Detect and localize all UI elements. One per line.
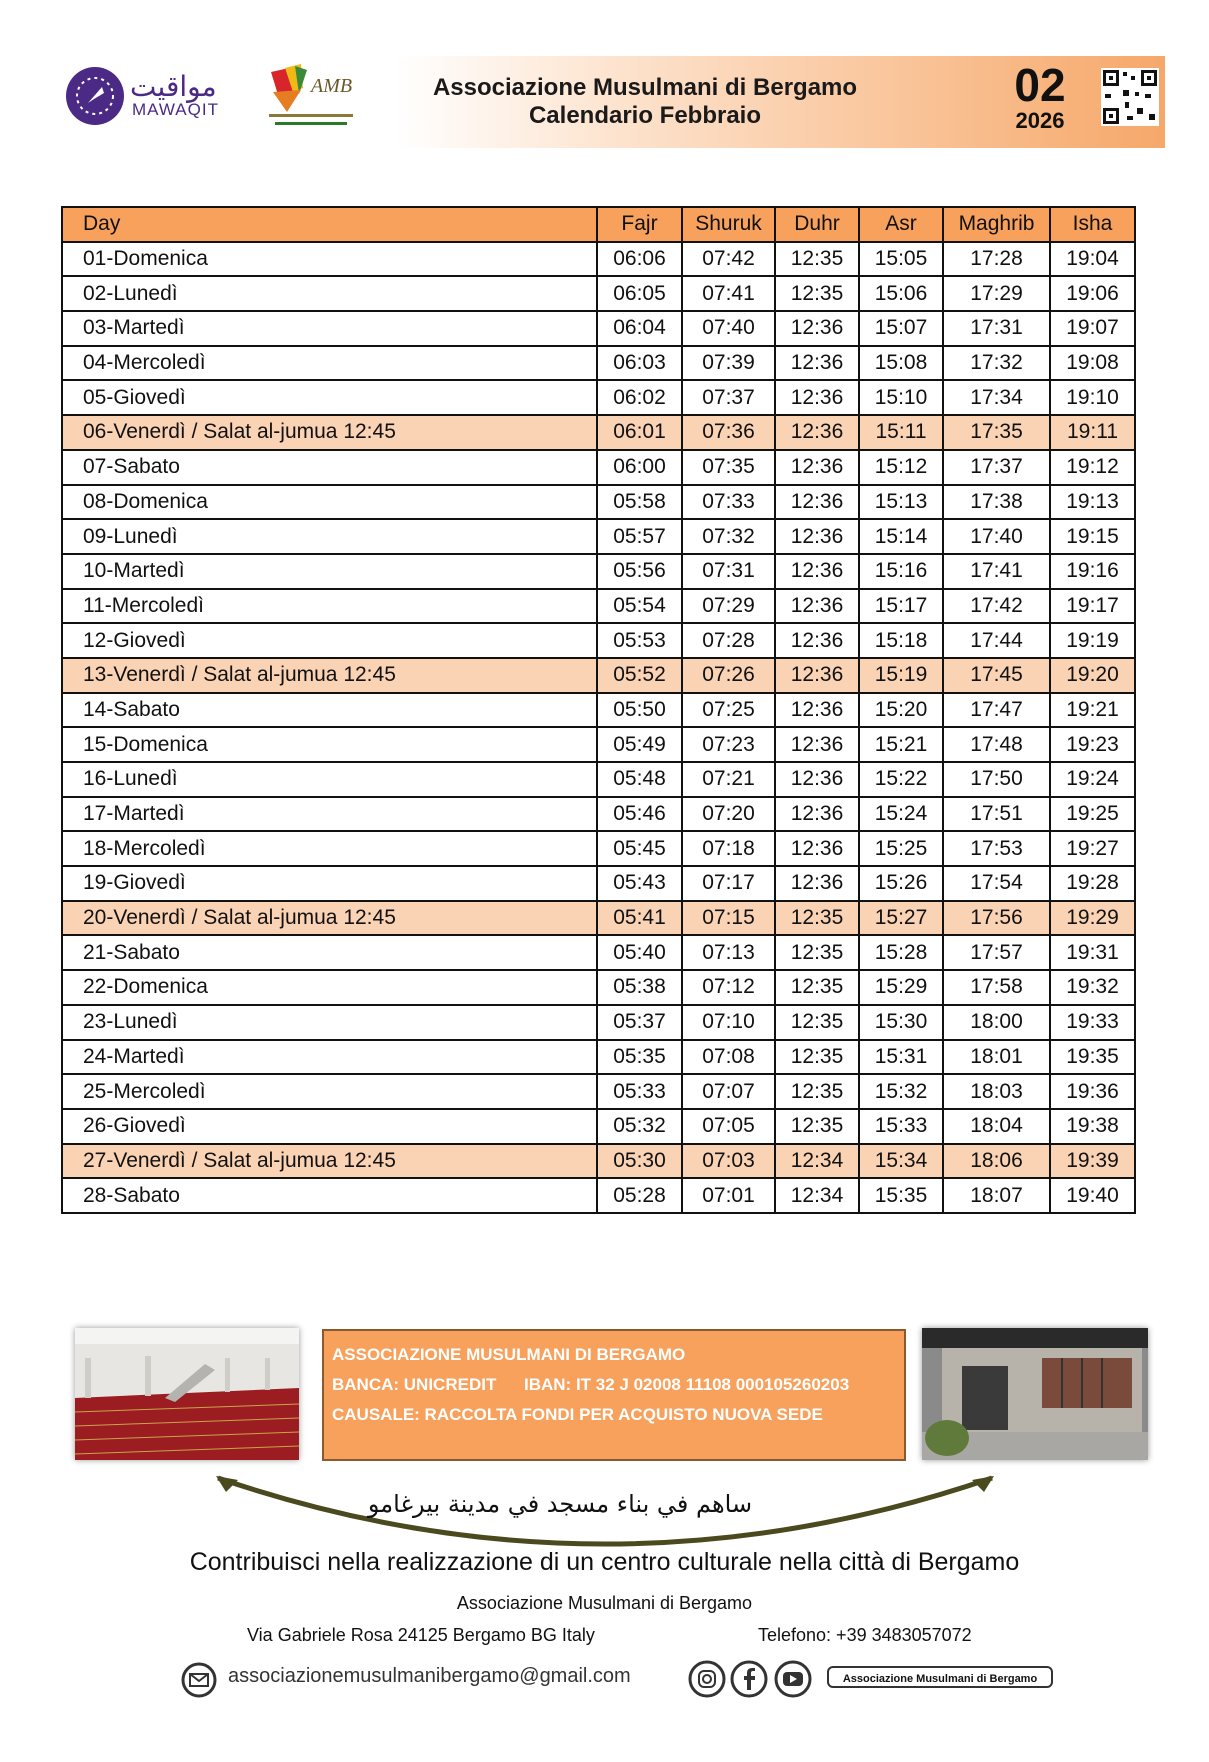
duhr-time-cell: 12:35 bbox=[775, 1109, 859, 1144]
maghrib-time-cell: 17:58 bbox=[943, 970, 1050, 1005]
isha-time-cell: 19:38 bbox=[1050, 1109, 1135, 1144]
duhr-time-cell: 12:36 bbox=[775, 519, 859, 554]
shuruk-time-cell: 07:15 bbox=[682, 901, 775, 936]
day-cell: 07-Sabato bbox=[62, 450, 597, 485]
mawaqit-name: MAWAQIT bbox=[132, 100, 219, 119]
table-row bbox=[62, 727, 1135, 762]
shuruk-time-cell: 07:20 bbox=[682, 797, 775, 832]
isha-time-cell: 19:04 bbox=[1050, 242, 1135, 277]
page-subtitle: Calendario Febbraio bbox=[528, 102, 762, 129]
day-cell: 11-Mercoledì bbox=[62, 589, 597, 624]
table-row bbox=[62, 485, 1135, 520]
table-row-friday bbox=[62, 1144, 1135, 1179]
table-row-friday bbox=[62, 901, 1135, 936]
isha-time-cell: 19:08 bbox=[1050, 346, 1135, 381]
asr-time-cell: 15:18 bbox=[859, 623, 943, 658]
isha-time-cell: 19:06 bbox=[1050, 276, 1135, 311]
isha-time-cell: 19:15 bbox=[1050, 519, 1135, 554]
donation-bank: BANCA: UNICREDIT bbox=[332, 1375, 497, 1394]
isha-time-cell: 19:32 bbox=[1050, 970, 1135, 1005]
shuruk-time-cell: 07:03 bbox=[682, 1144, 775, 1179]
building-photo bbox=[922, 1328, 1148, 1460]
column-header-shuruk: Shuruk bbox=[682, 207, 775, 242]
prayer-hall-photo bbox=[75, 1328, 299, 1460]
table-row bbox=[62, 380, 1135, 415]
table-row bbox=[62, 1178, 1135, 1213]
donation-association: ASSOCIAZIONE MUSULMANI DI BERGAMO bbox=[332, 1345, 686, 1364]
asr-time-cell: 15:10 bbox=[859, 380, 943, 415]
table-row-friday bbox=[62, 658, 1135, 693]
isha-time-cell: 19:33 bbox=[1050, 1005, 1135, 1040]
table-row bbox=[62, 589, 1135, 624]
day-cell: 05-Giovedì bbox=[62, 380, 597, 415]
asr-time-cell: 15:34 bbox=[859, 1144, 943, 1179]
maghrib-time-cell: 17:51 bbox=[943, 797, 1050, 832]
day-cell: 21-Sabato bbox=[62, 935, 597, 970]
shuruk-time-cell: 07:37 bbox=[682, 380, 775, 415]
table-row bbox=[62, 1040, 1135, 1075]
table-row bbox=[62, 519, 1135, 554]
shuruk-time-cell: 07:10 bbox=[682, 1005, 775, 1040]
asr-time-cell: 15:24 bbox=[859, 797, 943, 832]
asr-time-cell: 15:12 bbox=[859, 450, 943, 485]
fajr-time-cell: 05:45 bbox=[597, 831, 682, 866]
isha-time-cell: 19:36 bbox=[1050, 1074, 1135, 1109]
table-row bbox=[62, 797, 1135, 832]
fajr-time-cell: 05:33 bbox=[597, 1074, 682, 1109]
maghrib-time-cell: 17:37 bbox=[943, 450, 1050, 485]
asr-time-cell: 15:06 bbox=[859, 276, 943, 311]
isha-time-cell: 19:10 bbox=[1050, 380, 1135, 415]
day-cell: 03-Martedì bbox=[62, 311, 597, 346]
asr-time-cell: 15:29 bbox=[859, 970, 943, 1005]
maghrib-time-cell: 17:31 bbox=[943, 311, 1050, 346]
isha-time-cell: 19:25 bbox=[1050, 797, 1135, 832]
asr-time-cell: 15:13 bbox=[859, 485, 943, 520]
day-cell: 25-Mercoledì bbox=[62, 1074, 597, 1109]
fajr-time-cell: 05:43 bbox=[597, 866, 682, 901]
shuruk-time-cell: 07:31 bbox=[682, 554, 775, 589]
maghrib-time-cell: 17:35 bbox=[943, 415, 1050, 450]
isha-time-cell: 19:23 bbox=[1050, 727, 1135, 762]
shuruk-time-cell: 07:35 bbox=[682, 450, 775, 485]
asr-time-cell: 15:16 bbox=[859, 554, 943, 589]
fajr-time-cell: 06:03 bbox=[597, 346, 682, 381]
duhr-time-cell: 12:36 bbox=[775, 658, 859, 693]
isha-time-cell: 19:07 bbox=[1050, 311, 1135, 346]
shuruk-time-cell: 07:07 bbox=[682, 1074, 775, 1109]
day-cell: 24-Martedì bbox=[62, 1040, 597, 1075]
donation-iban: IBAN: IT 32 J 02008 11108 000105260203 bbox=[524, 1375, 850, 1394]
fajr-time-cell: 05:28 bbox=[597, 1178, 682, 1213]
shuruk-time-cell: 07:29 bbox=[682, 589, 775, 624]
maghrib-time-cell: 18:03 bbox=[943, 1074, 1050, 1109]
fajr-time-cell: 05:56 bbox=[597, 554, 682, 589]
shuruk-time-cell: 07:17 bbox=[682, 866, 775, 901]
duhr-time-cell: 12:35 bbox=[775, 1005, 859, 1040]
isha-time-cell: 19:17 bbox=[1050, 589, 1135, 624]
phone: Telefono: +39 3483057072 bbox=[758, 1625, 972, 1645]
asr-time-cell: 15:17 bbox=[859, 589, 943, 624]
duhr-time-cell: 12:36 bbox=[775, 693, 859, 728]
fajr-time-cell: 05:46 bbox=[597, 797, 682, 832]
maghrib-time-cell: 17:48 bbox=[943, 727, 1050, 762]
fajr-time-cell: 05:38 bbox=[597, 970, 682, 1005]
shuruk-time-cell: 07:13 bbox=[682, 935, 775, 970]
mawaqit-arabic-name: مواقيت bbox=[130, 70, 217, 103]
duhr-time-cell: 12:34 bbox=[775, 1144, 859, 1179]
table-header-row bbox=[62, 207, 1135, 242]
duhr-time-cell: 12:36 bbox=[775, 623, 859, 658]
duhr-time-cell: 12:36 bbox=[775, 311, 859, 346]
day-cell: 18-Mercoledì bbox=[62, 831, 597, 866]
asr-time-cell: 15:05 bbox=[859, 242, 943, 277]
association-name: Associazione Musulmani di Bergamo bbox=[456, 1593, 753, 1613]
amb-logo bbox=[265, 62, 357, 132]
day-cell: 13-Venerdì / Salat al-jumua 12:45 bbox=[62, 658, 597, 693]
isha-time-cell: 19:29 bbox=[1050, 901, 1135, 936]
fajr-time-cell: 05:53 bbox=[597, 623, 682, 658]
qr-code-icon[interactable] bbox=[1101, 68, 1159, 126]
table-row-friday bbox=[62, 415, 1135, 450]
day-cell: 01-Domenica bbox=[62, 242, 597, 277]
fajr-time-cell: 05:48 bbox=[597, 762, 682, 797]
fajr-time-cell: 05:40 bbox=[597, 935, 682, 970]
table-row bbox=[62, 554, 1135, 589]
shuruk-time-cell: 07:28 bbox=[682, 623, 775, 658]
maghrib-time-cell: 18:01 bbox=[943, 1040, 1050, 1075]
asr-time-cell: 15:30 bbox=[859, 1005, 943, 1040]
duhr-time-cell: 12:36 bbox=[775, 797, 859, 832]
shuruk-time-cell: 07:21 bbox=[682, 762, 775, 797]
duhr-time-cell: 12:36 bbox=[775, 485, 859, 520]
fajr-time-cell: 06:04 bbox=[597, 311, 682, 346]
isha-time-cell: 19:19 bbox=[1050, 623, 1135, 658]
maghrib-time-cell: 17:44 bbox=[943, 623, 1050, 658]
prayer-times-table bbox=[61, 206, 1136, 1214]
column-header-fajr: Fajr bbox=[597, 207, 682, 242]
table-row bbox=[62, 623, 1135, 658]
maghrib-time-cell: 18:06 bbox=[943, 1144, 1050, 1179]
day-cell: 16-Lunedì bbox=[62, 762, 597, 797]
day-cell: 08-Domenica bbox=[62, 485, 597, 520]
day-cell: 09-Lunedì bbox=[62, 519, 597, 554]
fajr-time-cell: 06:00 bbox=[597, 450, 682, 485]
fajr-time-cell: 05:49 bbox=[597, 727, 682, 762]
shuruk-time-cell: 07:05 bbox=[682, 1109, 775, 1144]
duhr-time-cell: 12:36 bbox=[775, 727, 859, 762]
duhr-time-cell: 12:35 bbox=[775, 1040, 859, 1075]
fajr-time-cell: 05:37 bbox=[597, 1005, 682, 1040]
maghrib-time-cell: 17:53 bbox=[943, 831, 1050, 866]
table-row bbox=[62, 311, 1135, 346]
fajr-time-cell: 05:58 bbox=[597, 485, 682, 520]
mawaqit-logo-icon bbox=[66, 67, 124, 125]
year: 2026 bbox=[1015, 108, 1065, 133]
maghrib-time-cell: 18:04 bbox=[943, 1109, 1050, 1144]
shuruk-time-cell: 07:26 bbox=[682, 658, 775, 693]
column-header-duhr: Duhr bbox=[775, 207, 859, 242]
day-cell: 17-Martedì bbox=[62, 797, 597, 832]
asr-time-cell: 15:26 bbox=[859, 866, 943, 901]
day-cell: 12-Giovedì bbox=[62, 623, 597, 658]
maghrib-time-cell: 17:42 bbox=[943, 589, 1050, 624]
maghrib-time-cell: 17:57 bbox=[943, 935, 1050, 970]
month-number: 02 bbox=[1014, 59, 1066, 111]
maghrib-time-cell: 17:41 bbox=[943, 554, 1050, 589]
table-row bbox=[62, 1005, 1135, 1040]
table-body bbox=[62, 242, 1135, 1213]
asr-time-cell: 15:31 bbox=[859, 1040, 943, 1075]
isha-time-cell: 19:39 bbox=[1050, 1144, 1135, 1179]
duhr-time-cell: 12:36 bbox=[775, 589, 859, 624]
asr-time-cell: 15:20 bbox=[859, 693, 943, 728]
maghrib-time-cell: 18:07 bbox=[943, 1178, 1050, 1213]
shuruk-time-cell: 07:32 bbox=[682, 519, 775, 554]
table-row bbox=[62, 1109, 1135, 1144]
fajr-time-cell: 05:52 bbox=[597, 658, 682, 693]
asr-time-cell: 15:22 bbox=[859, 762, 943, 797]
duhr-time-cell: 12:34 bbox=[775, 1178, 859, 1213]
fajr-time-cell: 05:30 bbox=[597, 1144, 682, 1179]
asr-time-cell: 15:11 bbox=[859, 415, 943, 450]
asr-time-cell: 15:25 bbox=[859, 831, 943, 866]
table-row bbox=[62, 831, 1135, 866]
asr-time-cell: 15:14 bbox=[859, 519, 943, 554]
column-header-isha: Isha bbox=[1050, 207, 1135, 242]
maghrib-time-cell: 17:50 bbox=[943, 762, 1050, 797]
table-row bbox=[62, 866, 1135, 901]
table-row bbox=[62, 693, 1135, 728]
asr-time-cell: 15:27 bbox=[859, 901, 943, 936]
facebook-icon[interactable] bbox=[730, 1660, 768, 1698]
shuruk-time-cell: 07:42 bbox=[682, 242, 775, 277]
maghrib-time-cell: 17:28 bbox=[943, 242, 1050, 277]
maghrib-time-cell: 17:32 bbox=[943, 346, 1050, 381]
fajr-time-cell: 05:35 bbox=[597, 1040, 682, 1075]
isha-time-cell: 19:20 bbox=[1050, 658, 1135, 693]
day-cell: 04-Mercoledì bbox=[62, 346, 597, 381]
fajr-time-cell: 05:50 bbox=[597, 693, 682, 728]
maghrib-time-cell: 17:47 bbox=[943, 693, 1050, 728]
asr-time-cell: 15:21 bbox=[859, 727, 943, 762]
duhr-time-cell: 12:36 bbox=[775, 415, 859, 450]
day-cell: 15-Domenica bbox=[62, 727, 597, 762]
maghrib-time-cell: 17:56 bbox=[943, 901, 1050, 936]
fajr-time-cell: 05:32 bbox=[597, 1109, 682, 1144]
column-header-maghrib: Maghrib bbox=[943, 207, 1050, 242]
duhr-time-cell: 12:36 bbox=[775, 554, 859, 589]
day-cell: 20-Venerdì / Salat al-jumua 12:45 bbox=[62, 901, 597, 936]
fajr-time-cell: 06:06 bbox=[597, 242, 682, 277]
isha-time-cell: 19:31 bbox=[1050, 935, 1135, 970]
table-row bbox=[62, 762, 1135, 797]
day-cell: 10-Martedì bbox=[62, 554, 597, 589]
table-row bbox=[62, 935, 1135, 970]
shuruk-time-cell: 07:41 bbox=[682, 276, 775, 311]
isha-time-cell: 19:40 bbox=[1050, 1178, 1135, 1213]
maghrib-time-cell: 17:45 bbox=[943, 658, 1050, 693]
shuruk-time-cell: 07:01 bbox=[682, 1178, 775, 1213]
table-row bbox=[62, 1074, 1135, 1109]
asr-time-cell: 15:28 bbox=[859, 935, 943, 970]
shuruk-time-cell: 07:40 bbox=[682, 311, 775, 346]
asr-time-cell: 15:19 bbox=[859, 658, 943, 693]
shuruk-time-cell: 07:18 bbox=[682, 831, 775, 866]
page-title: Associazione Musulmani di Bergamo bbox=[432, 74, 858, 101]
duhr-time-cell: 12:36 bbox=[775, 346, 859, 381]
duhr-time-cell: 12:36 bbox=[775, 866, 859, 901]
table-row bbox=[62, 450, 1135, 485]
instagram-icon[interactable] bbox=[688, 1660, 726, 1698]
isha-time-cell: 19:27 bbox=[1050, 831, 1135, 866]
maghrib-time-cell: 17:54 bbox=[943, 866, 1050, 901]
day-cell: 14-Sabato bbox=[62, 693, 597, 728]
mail-icon[interactable] bbox=[181, 1662, 217, 1698]
day-cell: 02-Lunedì bbox=[62, 276, 597, 311]
asr-time-cell: 15:32 bbox=[859, 1074, 943, 1109]
table-row bbox=[62, 242, 1135, 277]
day-cell: 06-Venerdì / Salat al-jumua 12:45 bbox=[62, 415, 597, 450]
maghrib-time-cell: 17:29 bbox=[943, 276, 1050, 311]
donation-box bbox=[322, 1329, 906, 1461]
day-cell: 28-Sabato bbox=[62, 1178, 597, 1213]
asr-time-cell: 15:33 bbox=[859, 1109, 943, 1144]
duhr-time-cell: 12:35 bbox=[775, 242, 859, 277]
asr-time-cell: 15:35 bbox=[859, 1178, 943, 1213]
shuruk-time-cell: 07:23 bbox=[682, 727, 775, 762]
slogan: Contribuisci nella realizzazione di un centro culturale nella città di Bergamo bbox=[189, 1548, 1020, 1576]
fajr-time-cell: 05:54 bbox=[597, 589, 682, 624]
duhr-time-cell: 12:36 bbox=[775, 380, 859, 415]
social-handle[interactable]: Associazione Musulmani di Bergamo bbox=[827, 1666, 1053, 1688]
isha-time-cell: 19:21 bbox=[1050, 693, 1135, 728]
fajr-time-cell: 06:05 bbox=[597, 276, 682, 311]
arabic-slogan: ساهم في بناء مسجد في مدينة بيرغامو bbox=[367, 1490, 753, 1518]
shuruk-time-cell: 07:33 bbox=[682, 485, 775, 520]
duhr-time-cell: 12:35 bbox=[775, 901, 859, 936]
isha-time-cell: 19:12 bbox=[1050, 450, 1135, 485]
amb-logo-text: AMB bbox=[311, 75, 353, 97]
shuruk-time-cell: 07:25 bbox=[682, 693, 775, 728]
maghrib-time-cell: 17:38 bbox=[943, 485, 1050, 520]
maghrib-time-cell: 17:34 bbox=[943, 380, 1050, 415]
maghrib-time-cell: 17:40 bbox=[943, 519, 1050, 554]
shuruk-time-cell: 07:36 bbox=[682, 415, 775, 450]
day-cell: 26-Giovedì bbox=[62, 1109, 597, 1144]
fajr-time-cell: 05:41 bbox=[597, 901, 682, 936]
donation-causale: CAUSALE: RACCOLTA FONDI PER ACQUISTO NUOVA SEDE bbox=[332, 1405, 823, 1424]
day-cell: 27-Venerdì / Salat al-jumua 12:45 bbox=[62, 1144, 597, 1179]
table-row bbox=[62, 346, 1135, 381]
duhr-time-cell: 12:35 bbox=[775, 1074, 859, 1109]
duhr-time-cell: 12:36 bbox=[775, 762, 859, 797]
fajr-time-cell: 06:02 bbox=[597, 380, 682, 415]
isha-time-cell: 19:16 bbox=[1050, 554, 1135, 589]
address: Via Gabriele Rosa 24125 Bergamo BG Italy bbox=[247, 1625, 595, 1645]
duhr-time-cell: 12:35 bbox=[775, 935, 859, 970]
isha-time-cell: 19:24 bbox=[1050, 762, 1135, 797]
asr-time-cell: 15:07 bbox=[859, 311, 943, 346]
asr-time-cell: 15:08 bbox=[859, 346, 943, 381]
maghrib-time-cell: 18:00 bbox=[943, 1005, 1050, 1040]
youtube-icon[interactable] bbox=[774, 1660, 812, 1698]
table-row bbox=[62, 276, 1135, 311]
email-link[interactable]: associazionemusulmanibergamo@gmail.com bbox=[228, 1665, 631, 1687]
day-cell: 22-Domenica bbox=[62, 970, 597, 1005]
day-cell: 19-Giovedì bbox=[62, 866, 597, 901]
isha-time-cell: 19:13 bbox=[1050, 485, 1135, 520]
isha-time-cell: 19:11 bbox=[1050, 415, 1135, 450]
duhr-time-cell: 12:36 bbox=[775, 450, 859, 485]
column-header-day: Day bbox=[62, 207, 597, 242]
isha-time-cell: 19:35 bbox=[1050, 1040, 1135, 1075]
duhr-time-cell: 12:35 bbox=[775, 970, 859, 1005]
fajr-time-cell: 06:01 bbox=[597, 415, 682, 450]
column-header-asr: Asr bbox=[859, 207, 943, 242]
isha-time-cell: 19:28 bbox=[1050, 866, 1135, 901]
shuruk-time-cell: 07:12 bbox=[682, 970, 775, 1005]
table-row bbox=[62, 970, 1135, 1005]
day-cell: 23-Lunedì bbox=[62, 1005, 597, 1040]
duhr-time-cell: 12:36 bbox=[775, 831, 859, 866]
shuruk-time-cell: 07:39 bbox=[682, 346, 775, 381]
shuruk-time-cell: 07:08 bbox=[682, 1040, 775, 1075]
fajr-time-cell: 05:57 bbox=[597, 519, 682, 554]
duhr-time-cell: 12:35 bbox=[775, 276, 859, 311]
